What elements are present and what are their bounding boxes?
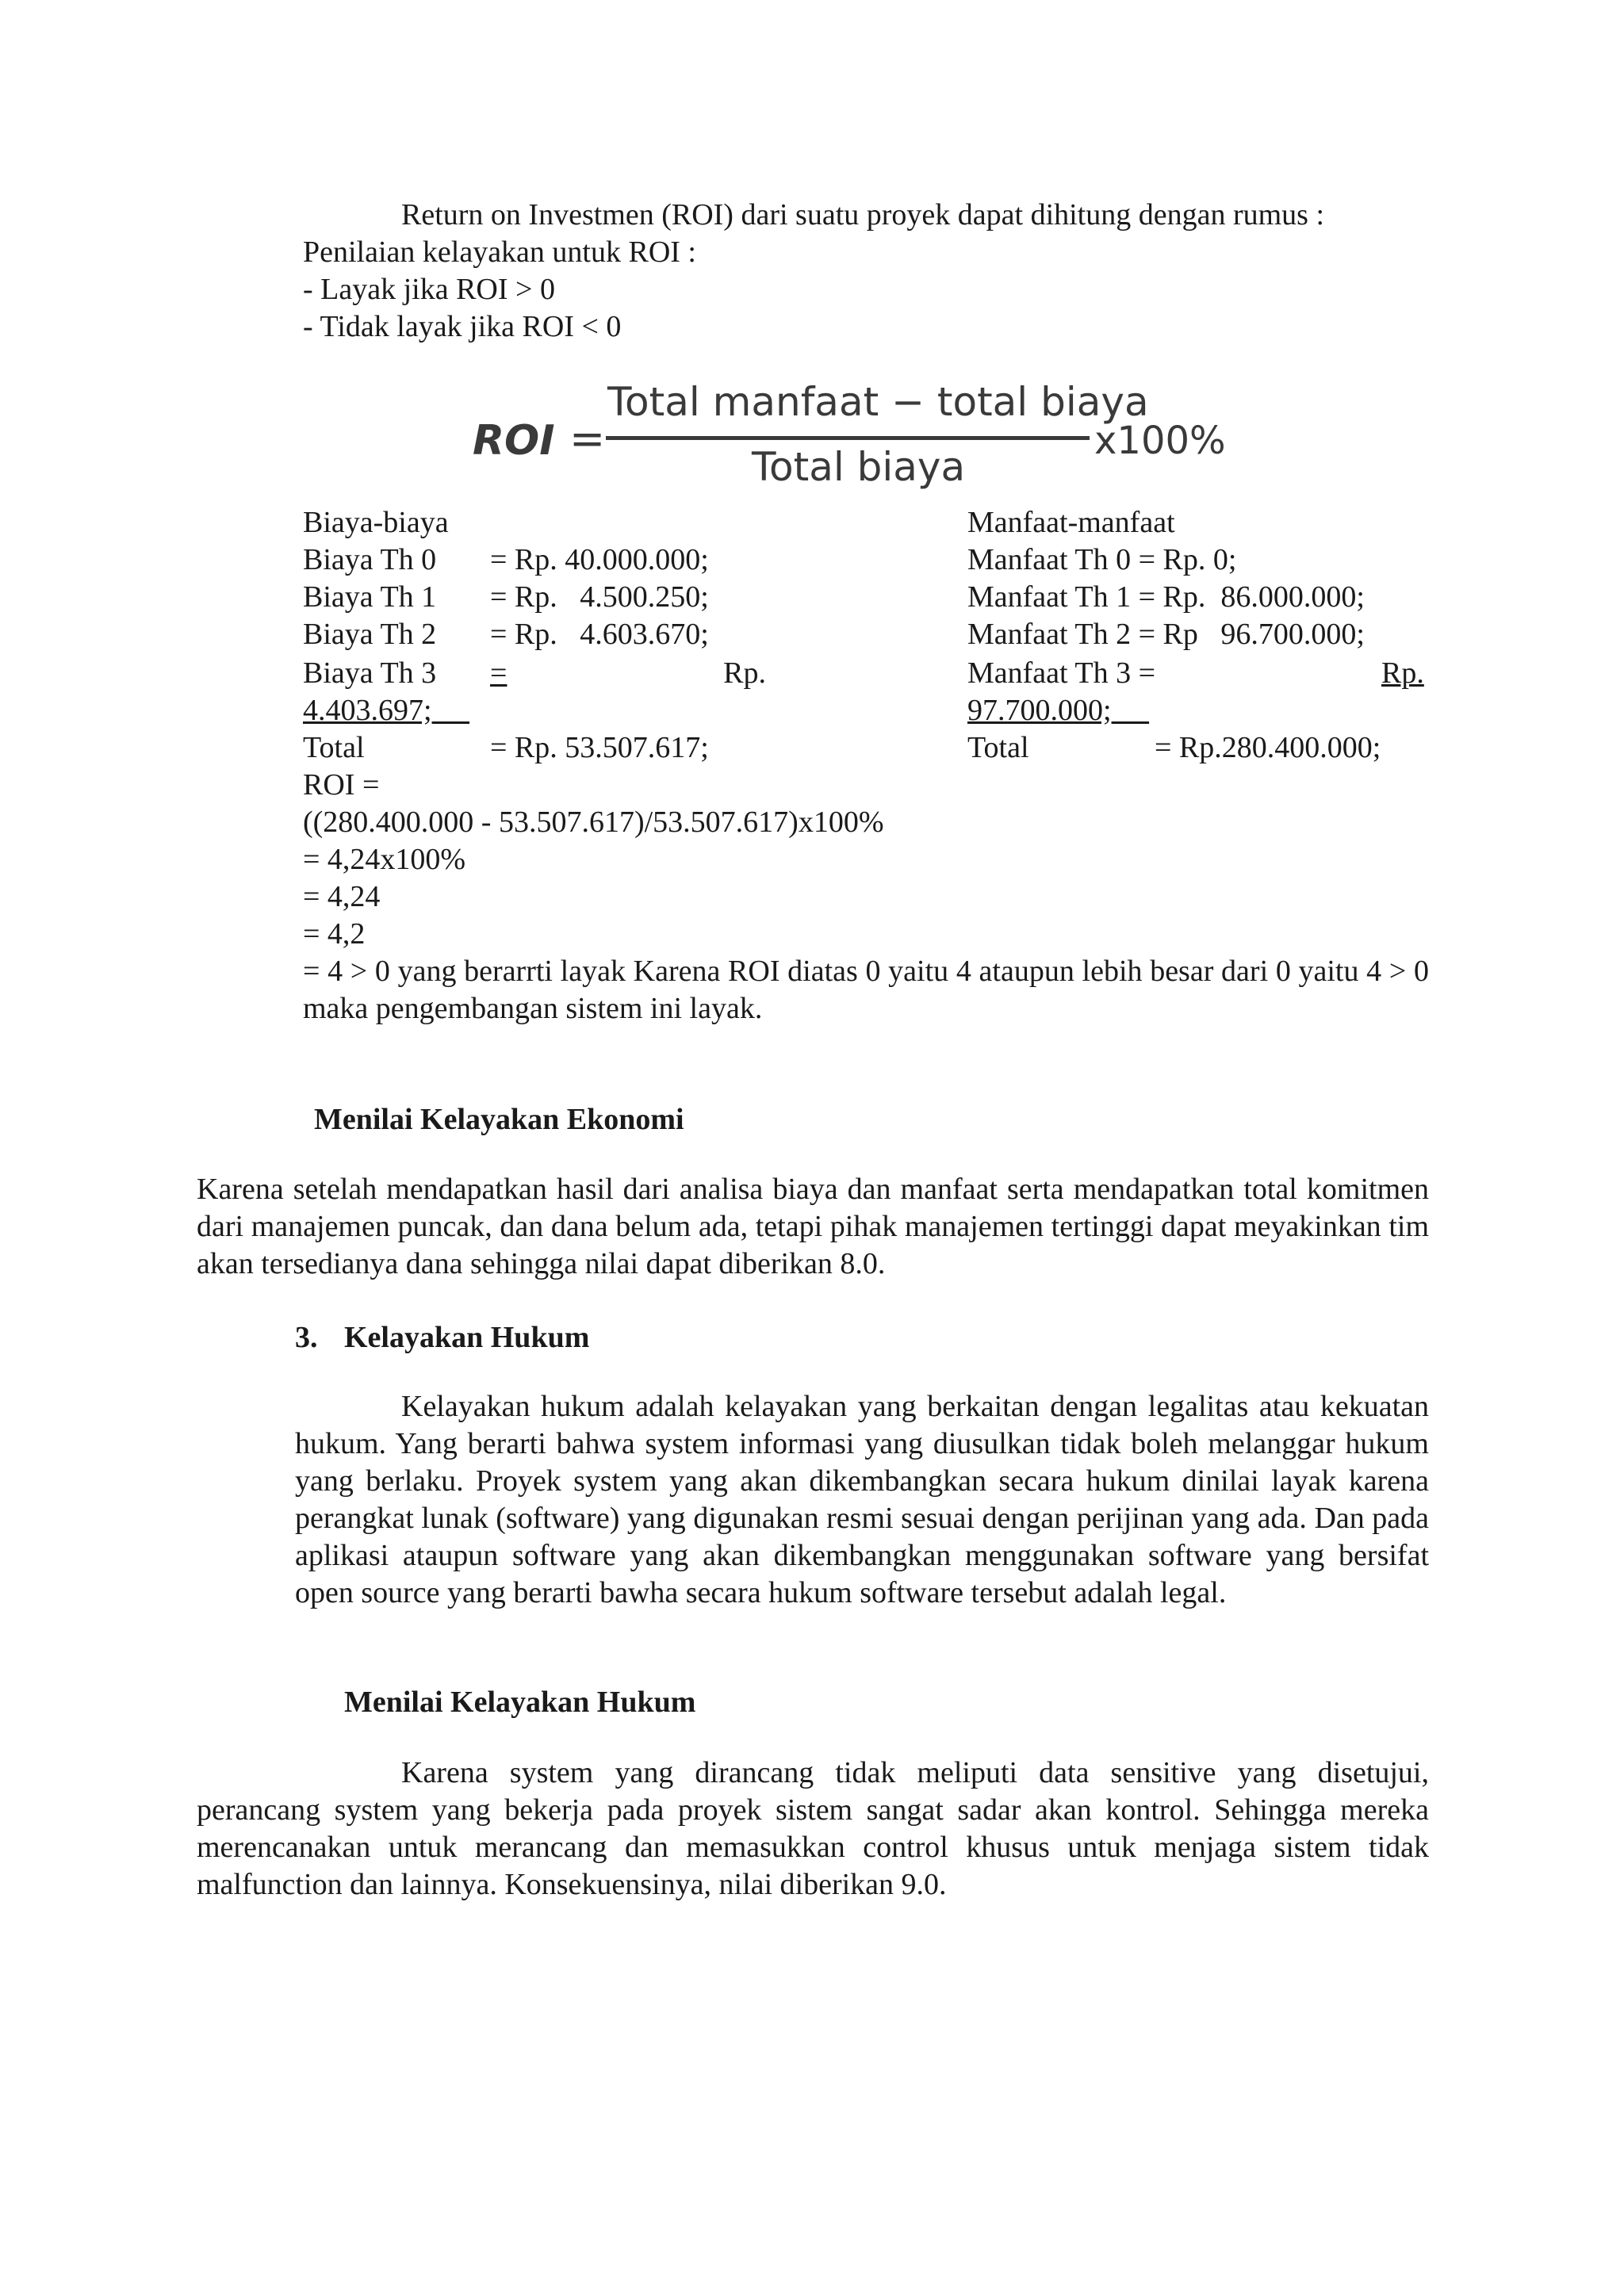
calc-line-4: = 4,24 <box>303 880 381 913</box>
paragraph-hukum: Kelayakan hukum adalah kelayakan yang berkaitan dengan legalitas atau kekuatan hukum. Yang berarti bahwa system informasi yang diusulkan tidak boleh melanggar hukum yang berlaku. Proyek system yang akan dikembangkan secara hukum dinilai layak karena perangkat lunak (software) yang digunakan resmi sesuai dengan perijinan yang ada. Dan pada aplikasi ataupun software yang akan dikembangkan menggunakan software yang bersifat open source yang berarti bawha secara hukum software tersebut adalah legal. <box>295 1390 1429 1609</box>
benefit-row-rp: Rp. <box>1381 656 1424 690</box>
cost-row-equals <box>490 655 766 691</box>
calc-line-3: = 4,24x100% <box>303 843 466 876</box>
costs-total-value: = Rp. 53.507.617; <box>490 731 709 764</box>
costs-total-label: Total <box>303 731 365 764</box>
cost-row-value: = Rp. 4.603.670; <box>490 618 709 651</box>
benefit-row: Manfaat Th 1 = Rp. 86.000.000; <box>967 580 1365 614</box>
formula-denominator: Total biaya <box>752 444 966 490</box>
heading-kelayakan-hukum: Kelayakan Hukum <box>344 1321 590 1354</box>
intro-line-4: - Tidak layak jika ROI < 0 <box>303 310 622 343</box>
benefits-total-value: = Rp.280.400.000; <box>1155 731 1381 764</box>
cost-row-continuation: 4.403.697; <box>303 694 432 727</box>
section-number: 3. <box>295 1321 318 1354</box>
cost-row-eq-sign: = <box>490 656 508 690</box>
benefits-header: Manfaat-manfaat <box>967 506 1175 539</box>
benefit-row: Manfaat Th 2 = Rp 96.700.000; <box>967 618 1365 651</box>
paragraph-menilai-hukum: Karena system yang dirancang tidak meliputi data sensitive yang disetujui, perancang system yang bekerja pada proyek sistem sangat sadar akan kontrol. Sehingga mereka merencanakan untuk merancang dan memasukkan control khusus untuk menjaga sistem tidak malfunction dan lainnya. Konsekuensinya, nilai diberikan 9.0. <box>197 1756 1429 1901</box>
cost-row-label: Biaya Th 3 <box>303 656 437 690</box>
paragraph-ekonomi: Karena setelah mendapatkan hasil dari analisa biaya dan manfaat serta mendapatkan total komitmen dari manajemen puncak, dan dana belum ada, tetapi pihak manajemen tertinggi dapat meyakinkan tim akan tersedianya dana sehingga nilai dapat diberikan 8.0. <box>197 1173 1429 1280</box>
formula-fraction-bar <box>606 436 1090 440</box>
cost-row-value: = Rp. 40.000.000; <box>490 543 709 576</box>
intro-line-2: Penilaian kelayakan untuk ROI : <box>303 235 696 269</box>
calc-conclusion: = 4 > 0 yang berarrti layak Karena ROI diatas 0 yaitu 4 ataupun lebih besar dari 0 yaitu 4 > 0 maka pengembangan sistem ini layak. <box>303 955 1429 1025</box>
cost-row-label: Biaya Th 0 <box>303 543 437 576</box>
roi-formula <box>473 379 1274 498</box>
heading-menilai-ekonomi: Menilai Kelayakan Ekonomi <box>314 1103 684 1136</box>
cost-row-label: Biaya Th 2 <box>303 618 437 651</box>
calc-line-2: ((280.400.000 - 53.507.617)/53.507.617)x100% <box>303 806 884 839</box>
cost-row-rp: Rp. <box>723 656 766 690</box>
calc-line-1: ROI = <box>303 768 380 802</box>
heading-menilai-hukum: Menilai Kelayakan Hukum <box>344 1686 696 1719</box>
cost-row-value: = Rp. 4.500.250; <box>490 580 709 614</box>
formula-numerator: Total manfaat − total biaya <box>607 379 1149 425</box>
calc-line-5: = 4,2 <box>303 917 366 951</box>
formula-multiplier: x100% <box>1094 419 1226 463</box>
benefits-total-label: Total <box>967 731 1029 764</box>
formula-lhs: ROI <box>473 417 555 465</box>
intro-line-3: - Layak jika ROI > 0 <box>303 273 555 306</box>
benefit-row-continuation: 97.700.000; <box>967 694 1112 727</box>
costs-header: Biaya-biaya <box>303 506 449 539</box>
benefit-row: Manfaat Th 0 = Rp. 0; <box>967 543 1237 576</box>
formula-equals: = <box>569 414 606 464</box>
benefit-row-label: Manfaat Th 3 = <box>967 656 1156 690</box>
intro-line-1: Return on Investmen (ROI) dari suatu proyek dapat dihitung dengan rumus : <box>401 198 1325 232</box>
cost-row-label: Biaya Th 1 <box>303 580 437 614</box>
